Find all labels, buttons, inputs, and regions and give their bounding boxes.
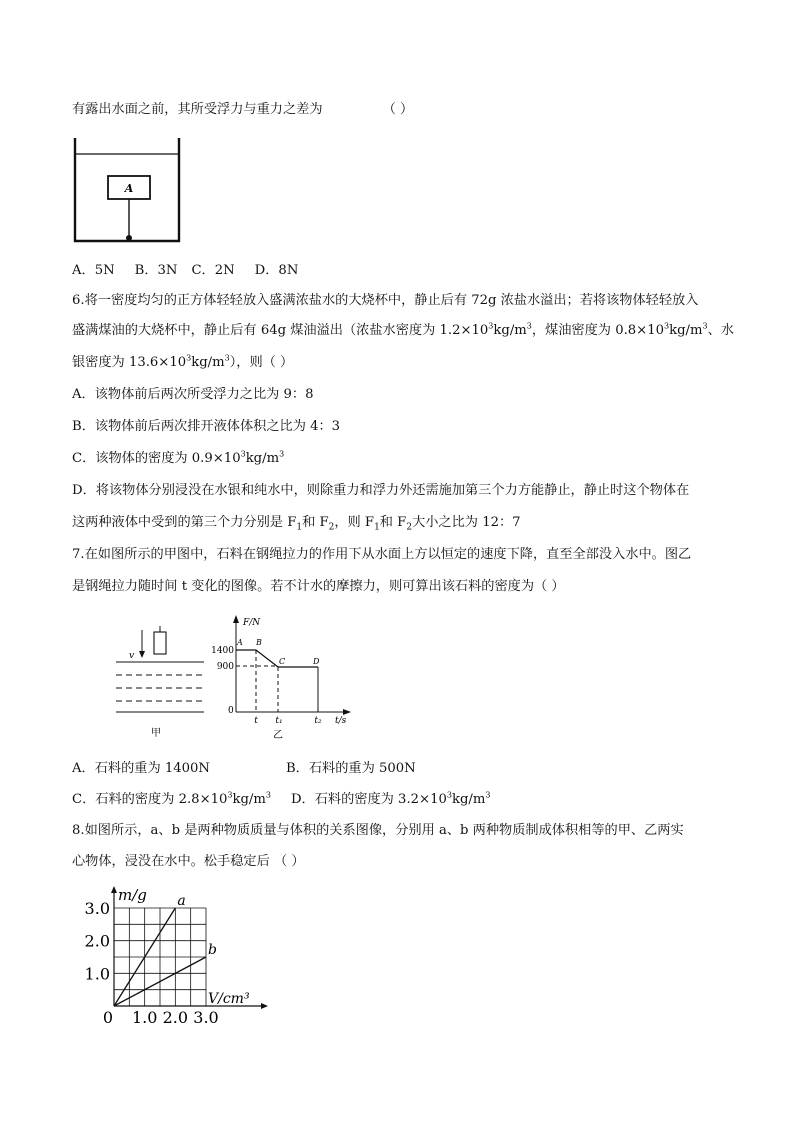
- y-tick-label: 1.0: [84, 964, 110, 984]
- y-axis-label: F/N: [243, 618, 261, 628]
- series-label-b: b: [208, 942, 217, 958]
- q7-options-row2: [72, 791, 490, 809]
- q7-figure-yi: [206, 612, 356, 744]
- q6-option-c: C．该物体的密度为 $0.9\times 10^3kg/m^3$: [72, 449, 285, 466]
- anchor-point: [126, 235, 132, 241]
- q7-stem-line1: 7.在如图所示的甲图中，石料在钢绳拉力的作用下从水面上方以恒定的速度下降，直至全部没入水中。图乙: [72, 547, 692, 562]
- x-tick-label: 0: [102, 1008, 114, 1026]
- x-tick-t2: t₂: [314, 716, 322, 726]
- q6-option-d-line2: 这两种液体中受到的第三个力分别是 $F_1$和 $F_2$，则 $F_1$和 $F_2$大小之比为 12：7: [72, 515, 521, 533]
- q7-option-b: B．石料的重为 500N: [285, 761, 416, 776]
- q8-stem-line2: 心物体，浸没在水中。松手稳定后 （ ）: [72, 854, 305, 869]
- q7-figure-jia: [112, 626, 212, 744]
- x-tick-label: 2.0: [162, 1008, 189, 1026]
- q5-option-a: A．5N: [72, 263, 115, 278]
- q7-option-d: D．石料的密度为 $3.2\times 10^3kg/m^3$: [290, 790, 491, 807]
- q7-options-row1: [72, 760, 416, 778]
- y-axis-label: m/g: [118, 886, 147, 904]
- q5-figure: [72, 138, 184, 244]
- q6-stem-line3: 银密度为 $13.6\times 10^3kg/m^3$），则（ ）: [72, 353, 294, 370]
- y-tick-900: 900: [216, 662, 234, 672]
- point-d: D: [313, 657, 320, 666]
- x-axis-arrow: [261, 1003, 268, 1009]
- q5-option-d: D．8N: [254, 263, 299, 278]
- x-axis-label: t/s: [335, 716, 347, 726]
- q6-option-d-line1: D．将该物体分别浸没在水银和纯水中，则除重力和浮力外还需施加第三个力方能静止，静止时这个物体在: [72, 483, 690, 498]
- q6-stem-line1: 6.将一密度均匀的正方体轻轻放入盛满浓盐水的大烧杯中，静止后有 72g 浓盐水溢出；若将该物体轻轻放入: [72, 293, 699, 308]
- q8-mass-volume-chart: [80, 886, 280, 1026]
- figure-jia-caption: 甲: [151, 728, 161, 739]
- force-curve: [236, 650, 318, 667]
- x-tick-t1: t₁: [275, 716, 283, 726]
- q7-option-c: C．石料的密度为 $2.8\times 10^3kg/m^3$: [72, 790, 271, 807]
- chart-labels: [85, 886, 250, 1026]
- q7-stem-line2: 是钢绳拉力随时间 t 变化的图像。若不计水的摩擦力，则可算出该石料的密度为（ ）: [72, 579, 565, 594]
- q5-option-c: C．2N: [191, 263, 235, 278]
- figure-yi-caption: 乙: [273, 730, 283, 741]
- y-axis-arrow: [233, 615, 239, 623]
- x-tick-t: t: [254, 716, 258, 726]
- y-tick-label: 2.0: [84, 931, 110, 951]
- y-tick-1400: 1400: [211, 646, 234, 656]
- y-axis-arrow: [111, 886, 117, 893]
- x-axis-arrow: [343, 709, 351, 715]
- q8-stem-line1: 8.如图所示，a、b 是两种物质质量与体积的关系图像，分别用 a、b 两种物质制成体积相等的甲、乙两实: [72, 823, 684, 838]
- velocity-arrowhead: [139, 651, 145, 658]
- x-axis-label: V/cm³: [208, 991, 250, 1007]
- q5-stem: 有露出水面之前，其所受浮力与重力之差为 （ ）: [72, 102, 414, 117]
- origin-label: 0: [228, 706, 234, 716]
- q7-option-a: A．石料的重为 1400N: [72, 761, 210, 776]
- x-tick-label: 1.0: [131, 1008, 158, 1026]
- q6-option-a: A．该物体前后两次所受浮力之比为 9：8: [72, 387, 314, 402]
- q5-options: [72, 262, 298, 280]
- q5-option-b: B．3N: [134, 263, 178, 278]
- series-label-a: a: [177, 893, 186, 909]
- point-c: C: [279, 657, 286, 666]
- chart-grid: [114, 908, 206, 1006]
- x-tick-label: 3.0: [193, 1008, 219, 1026]
- point-a: A: [237, 638, 243, 647]
- block-a-label: A: [124, 182, 134, 195]
- point-b: B: [256, 638, 262, 647]
- q6-stem-line2: 盛满煤油的大烧杯中，静止后有 64g 煤油溢出（浓盐水密度为 $1.2\times 10^3kg/m^3$，煤油密度为 $0.8\times 10^3kg/m^3$、水: [72, 321, 734, 338]
- q6-option-b: B．该物体前后两次排开液体体积之比为 4：3: [72, 419, 341, 434]
- y-tick-label: 3.0: [84, 899, 110, 918]
- velocity-label: v: [129, 651, 135, 661]
- stone: [154, 632, 166, 654]
